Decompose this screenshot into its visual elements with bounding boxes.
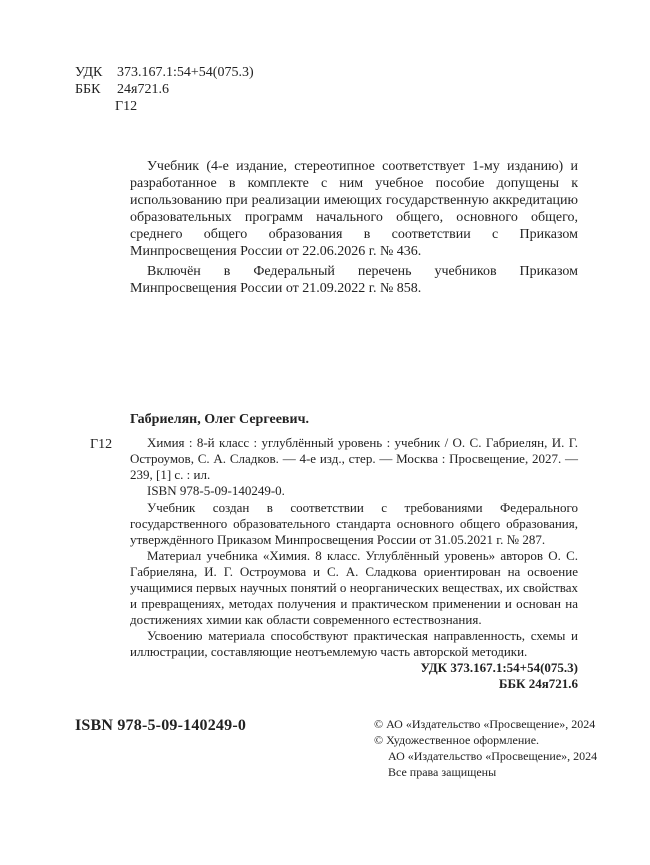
bibliographic-description: Химия : 8-й класс : углублённый уровень : учебник / О. С. Габриелян, И. Г. Остроумов, С. А. Сладков. — 4-е изд., стер. — Москва : Просвещение, 2027. — 239, [1] с. : ил. — [130, 435, 578, 482]
udk-value: 373.167.1:54+54(075.3) — [117, 65, 254, 80]
annotation-3: Усвоению материала способствуют практическая направленность, схемы и иллюстрации, составляющие неотъемлемую часть авторской методики. — [130, 628, 578, 659]
author-mark-top: Г12 — [115, 99, 138, 114]
copyright-block — [374, 716, 597, 780]
approval-paragraph-2: Включён в Федеральный перечень учебников Приказом Минпросвещения России от 21.09.2022 г. № 858. — [130, 264, 578, 296]
footer-isbn: ISBN 978-5-09-140249-0 — [75, 717, 247, 734]
annotation-2: Материал учебника «Химия. 8 класс. Углублённый уровень» авторов О. С. Габриеляна, И. Г. Остроумова и С. А. Сладкова ориентирован на освоение учащимися первых научных понятий о неорганических веществах, их свойствах и превращениях, методах получения и практическом применении и основан на достижениях химии как области современного естествознания. — [130, 548, 578, 627]
catalog-bbk: ББК 24я721.6 — [498, 676, 578, 691]
udk-key: УДК — [75, 65, 103, 80]
approval-paragraph-1: Учебник (4-е издание, стереотипное соответствует 1-му изданию) и разработанное в комплекте с ним учебное пособие допущены к использованию при реализации имеющих государственную аккредитацию образовательных программ начального общего, основного общего, среднего общего образования в соответствии с Приказом Минпросвещения России от 22.06.2026 г. № 436. — [130, 159, 578, 259]
copyright-line-4: Все права защищены — [388, 765, 497, 779]
classification-codes — [75, 64, 254, 115]
catalog-author: Габриелян, Олег Сергеевич. — [130, 412, 309, 427]
bbk-key: ББК — [75, 82, 101, 97]
catalog-card — [130, 412, 578, 692]
copyright-line-3: АО «Издательство «Просвещение», 2024 — [388, 749, 598, 763]
catalog-isbn: ISBN 978-5-09-140249-0. — [147, 483, 285, 498]
copyright-line-2: © Художественное оформление. — [374, 733, 540, 747]
bbk-row — [75, 81, 254, 98]
catalog-udk: УДК 373.167.1:54+54(075.3) — [420, 660, 578, 675]
bbk-value: 24я721.6 — [117, 82, 169, 97]
annotation-1: Учебник создан в соответствии с требованиями Федерального государственного образовательного стандарта основного общего образования, утверждённого Приказом Минпросвещения России от 31.05.2021 г. № 287. — [130, 500, 578, 547]
udk-row — [75, 64, 254, 81]
copyright-line-1: © АО «Издательство «Просвещение», 2024 — [374, 717, 596, 731]
approval-text — [130, 158, 578, 297]
catalog-author-mark: Г12 — [90, 437, 113, 452]
